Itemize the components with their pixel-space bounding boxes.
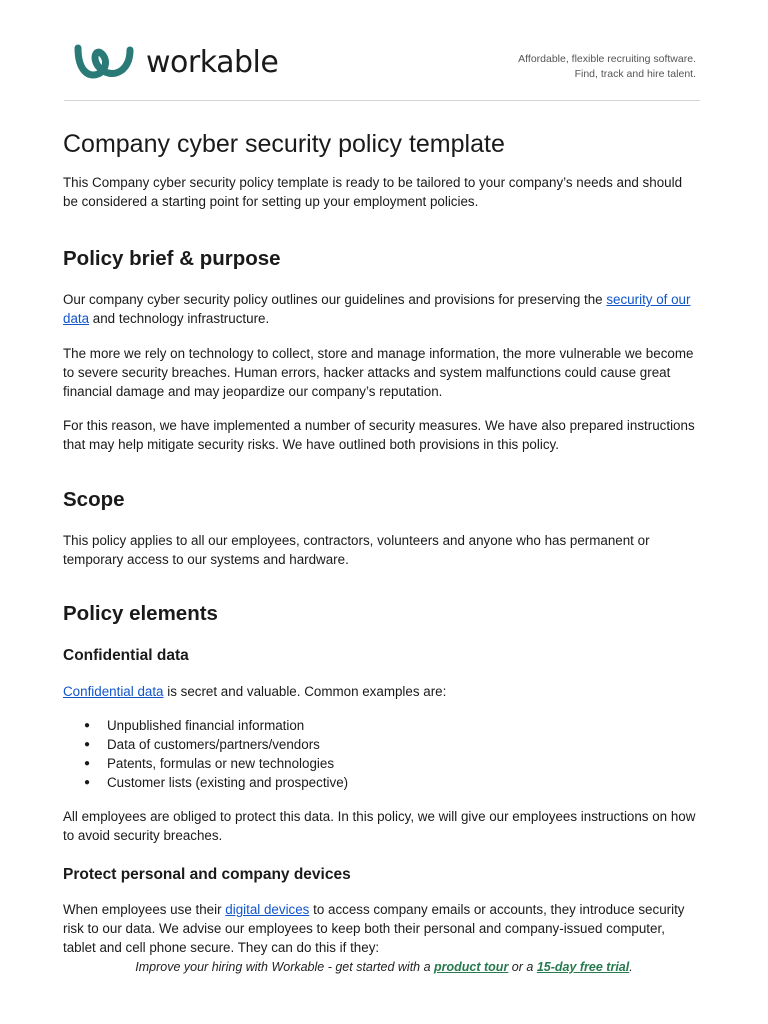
scope-paragraph: This policy applies to all our employees, contractors, volunteers and anyone who has permanent or temporary access to our systems and hardware. — [63, 533, 650, 567]
section-heading-policy-elements: Policy elements — [63, 602, 218, 625]
list-item: ● Data of customers/partners/vendors — [63, 735, 699, 754]
devices-text: When employees use their — [63, 902, 226, 917]
list-item: ● Patents, formulas or new technologies — [63, 754, 699, 773]
brief-paragraph-3: For this reason, we have implemented a number of security measures. We have also prepared instructions that may help mitigate security risks. We have outlined both provisions in this policy. — [63, 418, 695, 452]
list-item: ● Unpublished financial information — [63, 716, 699, 735]
intro-paragraph: This Company cyber security policy template is ready to be tailored to your company’s needs and should be considered a starting point for setting up your employment policies. — [63, 175, 683, 209]
brief-paragraph-1 — [63, 290, 699, 328]
workable-logo — [72, 44, 278, 80]
confidential-text: is secret and valuable. Common examples are: — [163, 684, 447, 699]
footer-text-middle: or a — [508, 960, 537, 974]
subheading-confidential-data: Confidential data — [63, 647, 189, 664]
confidential-paragraph — [63, 682, 699, 701]
subheading-protect-devices: Protect personal and company devices — [63, 866, 351, 883]
devices-text-end: to access company emails or accounts, they introduce security risk to our data. We advise our employees to keep both their personal and company-issued computer, tablet and cell phone secure. They can do this if they: — [63, 902, 685, 955]
footer-cta — [0, 960, 768, 974]
header-divider — [64, 100, 700, 101]
footer-text: Improve your hiring with Workable - get started with a — [135, 960, 435, 974]
free-trial-link[interactable]: 15-day free trial — [536, 960, 630, 974]
confidential-data-link[interactable]: Confidential data — [63, 684, 164, 699]
brief-p1-text-end: and technology infrastructure. — [89, 311, 270, 326]
document-header — [64, 40, 700, 102]
document-title: Company cyber security policy template — [63, 130, 505, 158]
list-item: ● Customer lists (existing and prospective) — [63, 773, 699, 792]
confidential-paragraph-2: All employees are obliged to protect this data. In this policy, we will give our employees instructions on how to avoid security breaches. — [63, 809, 696, 843]
section-heading-policy-brief: Policy brief & purpose — [63, 247, 281, 270]
tagline-line-2: Find, track and hire talent. — [574, 68, 696, 80]
confidential-data-list — [63, 716, 699, 792]
section-heading-scope: Scope — [63, 488, 125, 511]
workable-logo-text: workable — [146, 44, 279, 80]
security-of-our-data-link[interactable]: security of our data — [63, 292, 691, 326]
product-tour-link[interactable]: product tour — [434, 960, 509, 974]
tagline-line-1: Affordable, flexible recruiting software. — [518, 53, 696, 65]
digital-devices-link[interactable]: digital devices — [225, 902, 310, 917]
document-body — [63, 128, 699, 957]
footer-text-end: . — [629, 960, 633, 974]
devices-paragraph — [63, 900, 699, 957]
brief-paragraph-2: The more we rely on technology to collect, store and manage information, the more vulnerable we become to severe security breaches. Human errors, hacker attacks and system malfunctions could cause great financial damage and may jeopardize our company’s reputation. — [63, 346, 694, 399]
brief-p1-text: Our company cyber security policy outlines our guidelines and provisions for preserving the — [63, 292, 607, 307]
workable-logo-icon — [72, 44, 136, 80]
header-tagline — [518, 52, 696, 82]
